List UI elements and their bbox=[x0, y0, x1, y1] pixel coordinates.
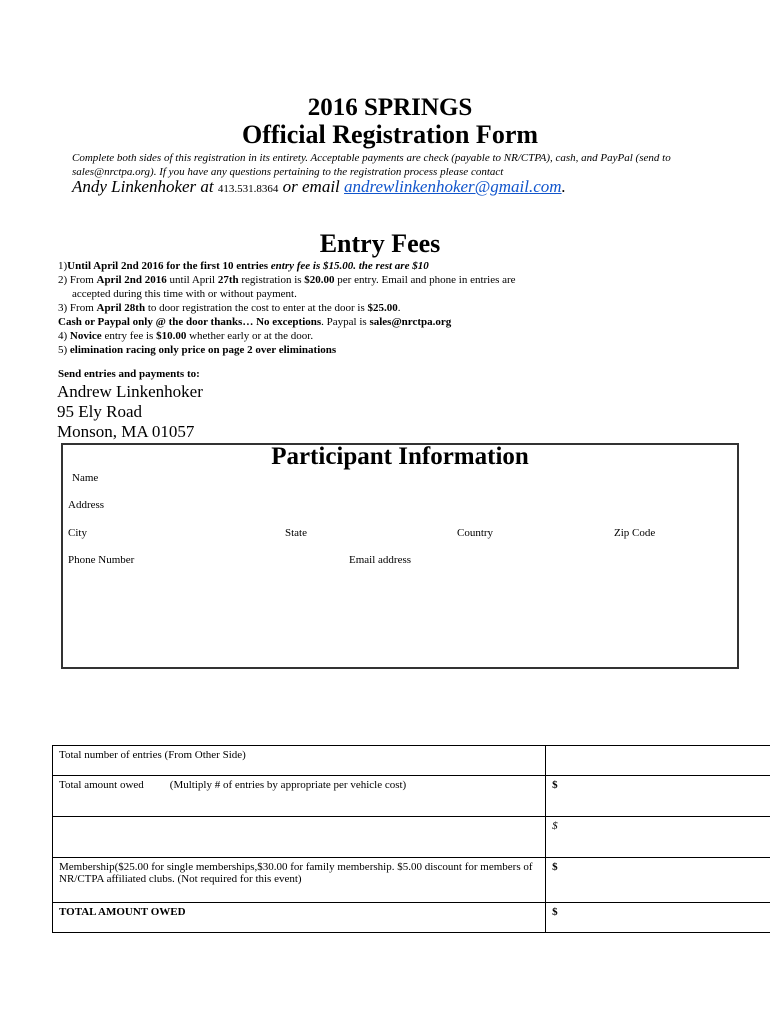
fee-line-2-g: per entry. Email and phone in entries are bbox=[334, 274, 516, 286]
mailing-address bbox=[57, 382, 203, 442]
fee-line-6 bbox=[58, 343, 698, 357]
table-row bbox=[53, 776, 770, 817]
form-title-line2: Official Registration Form bbox=[241, 120, 539, 149]
fee-line-4-b: . Paypal is bbox=[321, 316, 370, 328]
table-row bbox=[53, 817, 770, 858]
country-field-label[interactable]: Country bbox=[457, 527, 494, 539]
address-field-label[interactable]: Address bbox=[68, 499, 105, 511]
fee-line-5-b: Novice bbox=[69, 330, 102, 342]
contact-end: . bbox=[561, 177, 566, 196]
total-amount-value[interactable]: $ bbox=[546, 903, 770, 933]
blank-row-label bbox=[53, 817, 546, 858]
fee-line-3 bbox=[58, 301, 698, 315]
membership-value[interactable]: $ bbox=[546, 858, 770, 903]
fee-line-2-b: April 2nd 2016 bbox=[96, 274, 167, 286]
form-title-line1: 2016 SPRINGS bbox=[307, 94, 473, 121]
fee-line-2-d: 27th bbox=[217, 274, 239, 286]
intro-text: Complete both sides of this registration in its entirety. Acceptable payments are check (payable to NR/CTPA), cash, and PayPal (send to sales@nrctpa.org). If you have any questions pertaining to the registration process please contact bbox=[72, 152, 671, 178]
amount-owed-value[interactable]: $ bbox=[546, 776, 770, 817]
name-field-label[interactable]: Name bbox=[72, 472, 99, 484]
membership-label: Membership($25.00 for single memberships,$30.00 for family membership. $5.00 discount for members of NR/CTPA affiliated clubs. (Not required for this event) bbox=[53, 858, 546, 903]
send-label: Send entries and payments to: bbox=[58, 368, 200, 380]
fee-line-2-c: until April bbox=[166, 274, 218, 286]
fee-line-1-italic: entry fee is $15.00. the rest are $10 bbox=[270, 260, 429, 272]
entries-count-label: Total number of entries (From Other Side) bbox=[53, 746, 546, 776]
entry-fees-list bbox=[58, 259, 698, 357]
fee-line-4-a: Cash or Paypal only @ the door thanks… No exceptions bbox=[58, 316, 322, 328]
table-row bbox=[53, 903, 770, 933]
entries-count-value[interactable] bbox=[546, 746, 770, 776]
fee-line-2-f: $20.00 bbox=[304, 274, 335, 286]
fee-line-5-c: entry fee is bbox=[101, 330, 157, 342]
contact-phone: 413.531.8364 bbox=[217, 183, 279, 195]
amount-owed-title: Total amount owed bbox=[59, 779, 144, 791]
fee-line-3-b: April 28th bbox=[96, 302, 146, 314]
contact-line bbox=[72, 177, 566, 197]
table-row bbox=[53, 746, 770, 776]
contact-name: Andy Linkenhoker at bbox=[72, 177, 218, 196]
table-row bbox=[53, 858, 770, 903]
amount-owed-note: (Multiply # of entries by appropriate per vehicle cost) bbox=[169, 779, 407, 791]
contact-or: or email bbox=[278, 177, 345, 196]
fee-line-3-d: $25.00 bbox=[367, 302, 398, 314]
fee-line-1 bbox=[58, 259, 698, 273]
phone-field-label[interactable]: Phone Number bbox=[68, 554, 135, 566]
city-field-label[interactable]: City bbox=[68, 527, 87, 539]
fee-line-1-num: 1) bbox=[58, 260, 68, 272]
fee-line-2-cont: accepted during this time with or without payment. bbox=[72, 288, 297, 300]
state-field-label[interactable]: State bbox=[285, 527, 307, 539]
fee-line-6-b: elimination racing only price on page 2 over eliminations bbox=[69, 344, 337, 356]
address-name: Andrew Linkenhoker bbox=[57, 382, 203, 401]
fee-line-3-c: to door registration the cost to enter at the door is bbox=[145, 302, 368, 314]
address-city: Monson, MA 01057 bbox=[57, 422, 195, 441]
total-amount-label: TOTAL AMOUNT OWED bbox=[53, 903, 546, 933]
fee-line-5-d: $10.00 bbox=[156, 330, 187, 342]
contact-email-link[interactable]: andrewlinkenhoker@gmail.com bbox=[344, 177, 562, 196]
participant-info-title: Participant Information bbox=[271, 443, 529, 470]
fee-line-2 bbox=[58, 273, 698, 287]
amount-owed-label bbox=[53, 776, 546, 817]
address-street: 95 Ely Road bbox=[57, 402, 142, 421]
fee-line-5-e: whether early or at the door. bbox=[186, 330, 314, 342]
fee-line-6-a: 5) bbox=[58, 344, 70, 356]
blank-row-value[interactable]: $ bbox=[546, 817, 770, 858]
fee-line-5-a: 4) bbox=[58, 330, 70, 342]
fee-line-4 bbox=[58, 315, 698, 329]
fee-line-5 bbox=[58, 329, 698, 343]
fee-line-1-bold: Until April 2nd 2016 for the first 10 entries bbox=[67, 260, 271, 272]
fee-line-3-a: 3) From bbox=[58, 302, 97, 314]
fee-line-3-e: . bbox=[397, 302, 401, 314]
totals-table bbox=[52, 745, 770, 933]
fee-line-2-e: registration is bbox=[238, 274, 305, 286]
zip-field-label[interactable]: Zip Code bbox=[614, 527, 656, 539]
fee-line-2-a: 2) From bbox=[58, 274, 97, 286]
fee-line-4-c: sales@nrctpa.org bbox=[369, 316, 452, 328]
email-field-label[interactable]: Email address bbox=[349, 554, 412, 566]
entry-fees-title: Entry Fees bbox=[319, 229, 441, 258]
